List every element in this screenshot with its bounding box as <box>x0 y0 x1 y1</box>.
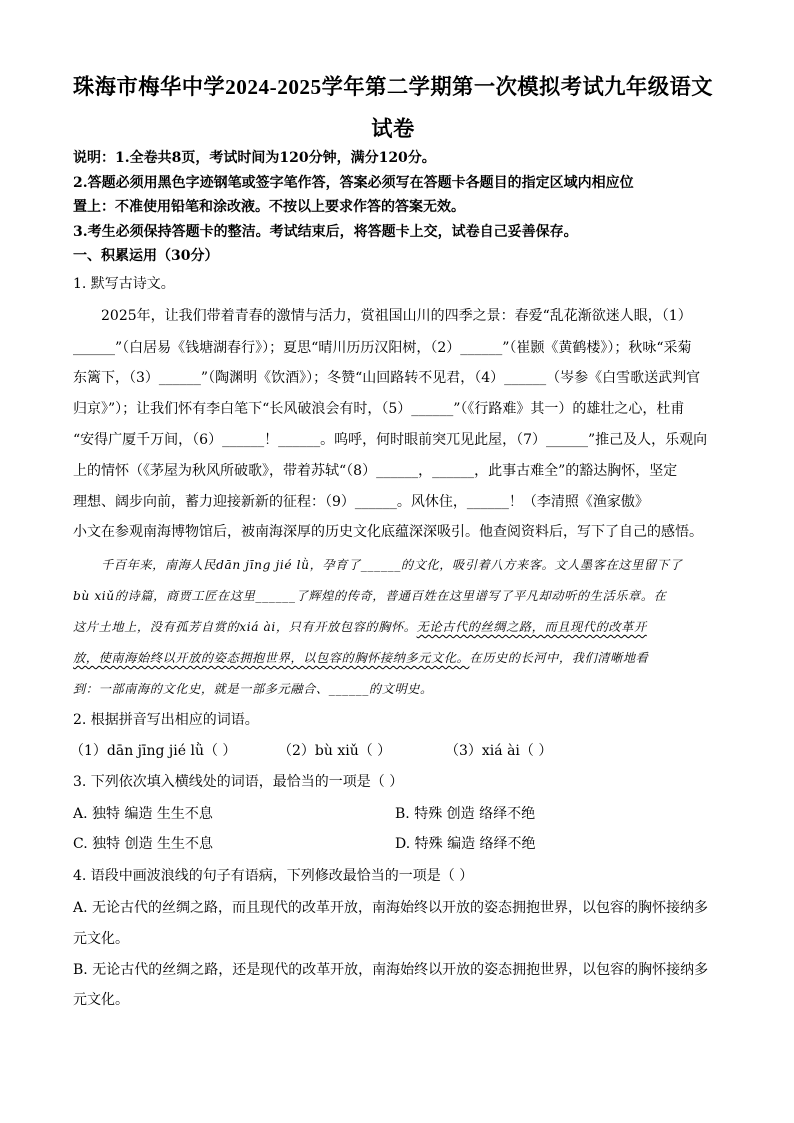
question-2-item: （3）xiá ài（ ） <box>445 743 553 759</box>
question-2-item: （1）dān jīng jié lǜ（ ） <box>70 743 237 759</box>
question-3-prompt: 3. 下列依次填入横线处的词语，最恰当的一项是（ ） <box>73 774 404 790</box>
section-heading: 一、积累运用（30分） <box>73 248 219 264</box>
question-4-prompt: 4. 语段中画波浪线的句子有语病，下列修改最恰当的一项是（ ） <box>73 868 474 884</box>
question-1-paragraph-line: ______”（白居易《钱塘湖春行》）；夏思“晴川历历汉阳树，（2）______”（崔颢《黄鹤楼》）；秋咏“采菊 <box>73 340 692 356</box>
instructions-line1: 说明：1.全卷共8页，考试时间为120分钟，满分120分。 <box>73 150 436 166</box>
question-2-prompt: 2. 根据拼音写出相应的词语。 <box>73 712 259 728</box>
question-1-prompt: 1. 默写古诗文。 <box>73 276 175 292</box>
passage-intro: 小文在参观南海博物馆后，被南海深厚的历史文化底蕴深深吸引。他查阅资料后，写下了自己的感悟。 <box>73 524 703 540</box>
question-3-option-a: A. 独特 编造 生生不息 <box>73 806 213 822</box>
question-1-paragraph-line: “安得广厦千万间，（6）______！______。呜呼，何时眼前突兀见此屋，（7）______”推己及人，乐观向 <box>73 432 708 448</box>
passage-line: 到：一部南海的文化史，就是一部多元融合、______的文明史。 <box>73 682 433 696</box>
instructions-line4: 3.考生必须保持答题卡的整洁。考试结束后，将答题卡上交，试卷自己妥善保存。 <box>73 224 578 240</box>
question-2-item: （2）bù xiǔ（ ） <box>278 743 392 759</box>
question-4-option-a-cont: 元文化。 <box>73 931 129 947</box>
question-3-option-d: D. 特殊 编造 络绎不绝 <box>395 836 536 852</box>
exam-title-line2: 试卷 <box>371 117 415 141</box>
passage-line: 千百年来，南海人民dān jīng jié lǜ，孕育了______的文化，吸引着八方来客。文人墨客在这里留下了 <box>101 558 683 572</box>
question-3-option-c: C. 独特 创造 生生不息 <box>73 836 214 852</box>
question-3-option-b: B. 特殊 创造 络绎不绝 <box>395 806 536 822</box>
passage-text: 这片土地上，没有孤芳自赏的xiá ài，只有开放包容的胸怀。 <box>73 620 417 634</box>
instructions-line2: 2.答题必须用黑色字迹钢笔或签字笔作答，答案必须写在答题卡各题目的指定区域内相应位 <box>73 175 634 191</box>
question-1-paragraph-line: 理想、阔步向前，蓄力迎接新新的征程：（9）______。风休住，______！（李清照《渔家傲》 <box>73 494 649 510</box>
exam-title-line1: 珠海市梅华中学2024-2025学年第二学期第一次模拟考试九年级语文 <box>72 75 713 99</box>
wavy-underlined-sentence: 无论古代的丝绸之路，而且现代的改革开 <box>416 620 647 634</box>
question-4-option-b: B. 无论古代的丝绸之路，还是现代的改革开放，南海始终以开放的姿态拥抱世界，以包容的胸怀接纳多 <box>73 962 709 978</box>
passage-line: bù xiǔ的诗篇，商贾工匠在这里______了辉煌的传奇，普通百姓在这里谱写了平凡却动听的生活乐章。在 <box>73 589 667 603</box>
passage-line <box>73 617 647 637</box>
question-1-paragraph-line: 2025年，让我们带着青春的激情与活力，赏祖国山川的四季之景：春爱“乱花渐欲迷人眼，（1） <box>101 308 692 324</box>
question-1-paragraph-line: 上的情怀（《茅屋为秋风所破歌》，带着苏轼“（8）______，______，此事古难全”的豁达胸怀，坚定 <box>73 463 678 479</box>
passage-line <box>73 648 648 668</box>
passage-text: 在历史的长河中，我们清晰地看 <box>469 651 649 665</box>
question-4-option-a: A. 无论古代的丝绸之路，而且现代的改革开放，南海始终以开放的姿态拥抱世界，以包容的胸怀接纳多 <box>73 900 709 916</box>
question-1-paragraph-line: 归京》”）；让我们怀有李白笔下“长风破浪会有时，（5）______”（《行路难》其一）的雄壮之心，杜甫 <box>73 401 685 417</box>
question-4-option-b-cont: 元文化。 <box>73 992 129 1008</box>
question-1-paragraph-line: 东篱下，（3）______”（陶渊明《饮酒》）；冬赞“山回路转不见君，（4）______（岑参《白雪歌送武判官 <box>73 370 701 386</box>
wavy-underlined-sentence: 放，使南海始终以开放的姿态拥抱世界，以包容的胸怀接纳多元文化。 <box>73 651 470 665</box>
instructions-line3: 置上：不准使用铅笔和涂改液。不按以上要求作答的答案无效。 <box>73 199 465 215</box>
